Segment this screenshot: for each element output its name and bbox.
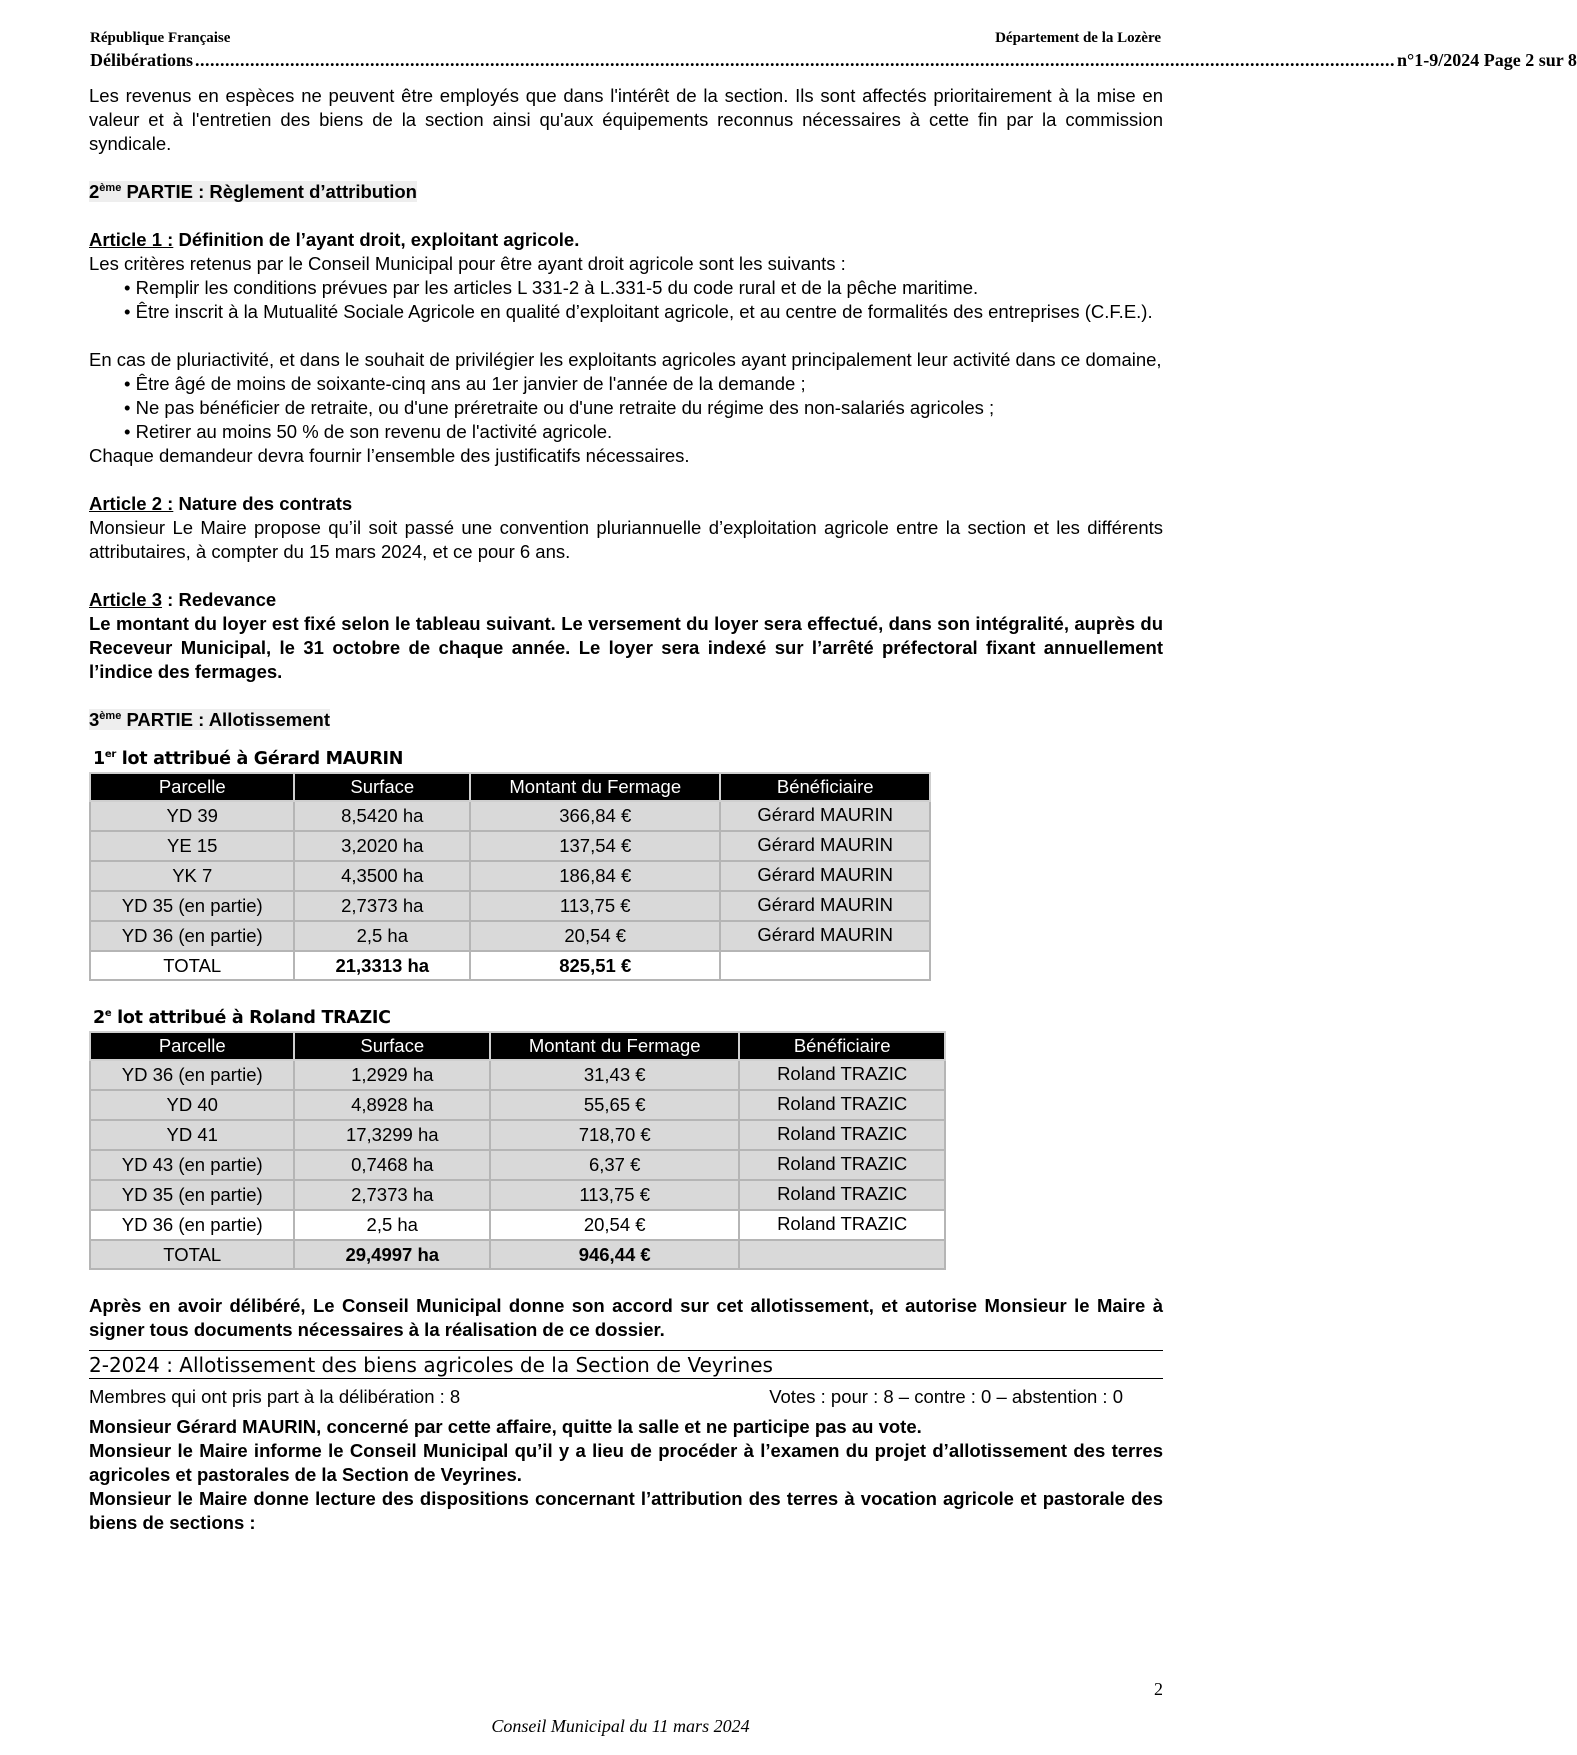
table-cell: Roland TRAZIC — [739, 1180, 945, 1210]
page-number: 2 — [1154, 1679, 1163, 1699]
table-cell: YD 40 — [90, 1090, 294, 1120]
table-cell: YD 35 (en partie) — [90, 1180, 294, 1210]
header-deliberations-line — [90, 50, 1577, 76]
table-cell: 186,84 € — [470, 861, 720, 891]
column-header: Bénéficiaire — [739, 1032, 945, 1060]
header-reference: n°1-9/2024 Page 2 sur 8 — [1397, 50, 1577, 70]
list-item: • Remplir les conditions prévues par les articles L 331-2 à L.331-5 du code rural et de la pêche maritime. — [124, 277, 979, 298]
column-header: Montant du Fermage — [490, 1032, 739, 1060]
table-cell: 137,54 € — [470, 831, 720, 861]
table-cell — [720, 951, 930, 980]
table-cell: Roland TRAZIC — [739, 1060, 945, 1090]
article2-heading: Article 2 : Nature des contrats — [89, 493, 353, 514]
table-row — [90, 1210, 945, 1240]
section2-paragraph-1: Monsieur Gérard MAURIN, concerné par cette affaire, quitte la salle et ne participe pas au vote. — [89, 1416, 922, 1437]
table-cell: YD 36 (en partie) — [90, 1210, 294, 1240]
section2-paragraph-2: Monsieur le Maire informe le Conseil Municipal qu’il y a lieu de procéder à l’examen du projet d’allotissement des terres agricoles et pastorales de la Section de Veyrines. — [89, 1440, 1163, 1485]
pluriactivite-paragraph: En cas de pluriactivité, et dans le souhait de privilégier les exploitants agricoles ayant principalement leur activité dans ce domaine, — [89, 349, 1162, 370]
column-header: Bénéficiaire — [720, 773, 930, 801]
table-cell: YD 35 (en partie) — [90, 891, 294, 921]
table-cell: 2,5 ha — [294, 921, 470, 951]
table-cell: 113,75 € — [470, 891, 720, 921]
column-header: Parcelle — [90, 1032, 294, 1060]
members-count: Membres qui ont pris part à la délibération : 8 — [89, 1386, 461, 1407]
part3-heading: 3ème PARTIE : Allotissement — [89, 709, 330, 730]
article1-criteria-list — [89, 276, 1163, 324]
table-cell: Gérard MAURIN — [720, 831, 930, 861]
table-cell: 20,54 € — [490, 1210, 739, 1240]
table-row — [90, 921, 930, 951]
table-cell — [739, 1240, 945, 1269]
lot1-title: 1er lot attribué à Gérard MAURIN — [93, 749, 404, 769]
table-cell: 17,3299 ha — [294, 1120, 490, 1150]
header-departement: Département de la Lozère — [995, 30, 1161, 46]
table-cell: 8,5420 ha — [294, 801, 470, 831]
header-leader-dots: ................................................................................................................................................................................................................................................ — [195, 50, 1395, 70]
table-row — [90, 1090, 945, 1120]
table-cell: TOTAL — [90, 1240, 294, 1269]
table-cell: 21,3313 ha — [294, 951, 470, 980]
table-cell: 55,65 € — [490, 1090, 739, 1120]
list-item: • Ne pas bénéficier de retraite, ou d'une préretraite ou d'une retraite du régime des non-salariés agricoles ; — [124, 397, 995, 418]
table-cell: YD 39 — [90, 801, 294, 831]
table-cell: YE 15 — [90, 831, 294, 861]
table-cell: 1,2929 ha — [294, 1060, 490, 1090]
table-cell: Gérard MAURIN — [720, 921, 930, 951]
table-cell: Roland TRAZIC — [739, 1210, 945, 1240]
article3-text: Le montant du loyer est fixé selon le tableau suivant. Le versement du loyer sera effectué, dans son intégralité, auprès du Receveur Municipal, le 31 octobre de chaque année. Le loyer sera indexé sur l’arrêté préfectoral fixant annuellement l’indice des fermages. — [89, 613, 1163, 682]
table-row — [90, 831, 930, 861]
column-header: Surface — [294, 1032, 490, 1060]
table-cell: 2,5 ha — [294, 1210, 490, 1240]
table-cell: Roland TRAZIC — [739, 1150, 945, 1180]
document-body — [89, 84, 1163, 1535]
article3-heading: Article 3 : Redevance — [89, 589, 277, 610]
list-item: • Être âgé de moins de soixante-cinq ans au 1er janvier de l'année de la demande ; — [124, 373, 806, 394]
table-total-row — [90, 1240, 945, 1269]
table-cell: 31,43 € — [490, 1060, 739, 1090]
table-header-row — [90, 773, 930, 801]
table-cell: TOTAL — [90, 951, 294, 980]
table-cell: 29,4997 ha — [294, 1240, 490, 1269]
table-cell: YD 41 — [90, 1120, 294, 1150]
table-cell: 4,3500 ha — [294, 861, 470, 891]
table-cell: YD 36 (en partie) — [90, 1060, 294, 1090]
table-row — [90, 1150, 945, 1180]
table-cell: YD 36 (en partie) — [90, 921, 294, 951]
table-cell: Gérard MAURIN — [720, 801, 930, 831]
part2-heading: 2ème PARTIE : Règlement d’attribution — [89, 181, 417, 202]
table-cell: 946,44 € — [490, 1240, 739, 1269]
article1-intro: Les critères retenus par le Conseil Municipal pour être ayant droit agricole sont les suivants : — [89, 253, 846, 274]
table-cell: 6,37 € — [490, 1150, 739, 1180]
table-cell: 2,7373 ha — [294, 1180, 490, 1210]
table-cell: 4,8928 ha — [294, 1090, 490, 1120]
table-row — [90, 1120, 945, 1150]
table-row — [90, 891, 930, 921]
list-item: • Retirer au moins 50 % de son revenu de l'activité agricole. — [124, 421, 613, 442]
table-cell: 366,84 € — [470, 801, 720, 831]
votes-line — [89, 1385, 1163, 1409]
table-total-row — [90, 951, 930, 980]
article1-heading: Article 1 : Définition de l’ayant droit, exploitant agricole. — [89, 229, 580, 250]
column-header: Parcelle — [90, 773, 294, 801]
table-row — [90, 1180, 945, 1210]
header-republique: République Française — [90, 30, 231, 46]
header-deliberations-label: Délibérations — [90, 50, 193, 70]
table-cell: 825,51 € — [470, 951, 720, 980]
table-cell: 20,54 € — [470, 921, 720, 951]
table-header-row — [90, 1032, 945, 1060]
table-cell: Roland TRAZIC — [739, 1090, 945, 1120]
lot2-table — [89, 1031, 946, 1270]
table-cell: 3,2020 ha — [294, 831, 470, 861]
footer: Conseil Municipal du 11 mars 2024 — [491, 1716, 750, 1736]
table-cell: YD 43 (en partie) — [90, 1150, 294, 1180]
lot1-table — [89, 772, 931, 981]
section2-title: 2-2024 : Allotissement des biens agricoles de la Section de Veyrines — [89, 1350, 1163, 1379]
lot2-title: 2e lot attribué à Roland TRAZIC — [93, 1008, 391, 1028]
article2-text: Monsieur Le Maire propose qu’il soit passé une convention pluriannuelle d’exploitation agricole entre la section et les différents attributaires, à compter du 15 mars 2024, et ce pour 6 ans. — [89, 517, 1163, 562]
table-cell: 718,70 € — [490, 1120, 739, 1150]
list-item: • Être inscrit à la Mutualité Sociale Agricole en qualité d’exploitant agricole, et au centre de formalités des entreprises (C.F.E.). — [124, 301, 1153, 322]
table-cell: Gérard MAURIN — [720, 891, 930, 921]
intro-paragraph: Les revenus en espèces ne peuvent être employés que dans l'intérêt de la section. Ils sont affectés prioritairement à la mise en valeur et à l'entretien des biens de la section ainsi qu'aux équipements reconnus nécessaires à cette fin par la commission syndicale. — [89, 85, 1163, 154]
article1-closing: Chaque demandeur devra fournir l’ensemble des justificatifs nécessaires. — [89, 445, 690, 466]
table-cell: 113,75 € — [490, 1180, 739, 1210]
table-cell: 0,7468 ha — [294, 1150, 490, 1180]
column-header: Montant du Fermage — [470, 773, 720, 801]
table-cell: 2,7373 ha — [294, 891, 470, 921]
table-row — [90, 801, 930, 831]
votes-result: Votes : pour : 8 – contre : 0 – abstention : 0 — [769, 1386, 1123, 1407]
table-cell: Gérard MAURIN — [720, 861, 930, 891]
pluriactivite-list — [89, 372, 1163, 444]
section2-paragraph-3: Monsieur le Maire donne lecture des dispositions concernant l’attribution des terres à vocation agricole et pastorale des biens de sections : — [89, 1488, 1163, 1533]
table-row — [90, 1060, 945, 1090]
table-cell: Roland TRAZIC — [739, 1120, 945, 1150]
conclusion-paragraph: Après en avoir délibéré, Le Conseil Municipal donne son accord sur cet allotissement, et autorise Monsieur le Maire à signer tous documents nécessaires à la réalisation de ce dossier. — [89, 1295, 1163, 1340]
column-header: Surface — [294, 773, 470, 801]
table-cell: YK 7 — [90, 861, 294, 891]
table-row — [90, 861, 930, 891]
